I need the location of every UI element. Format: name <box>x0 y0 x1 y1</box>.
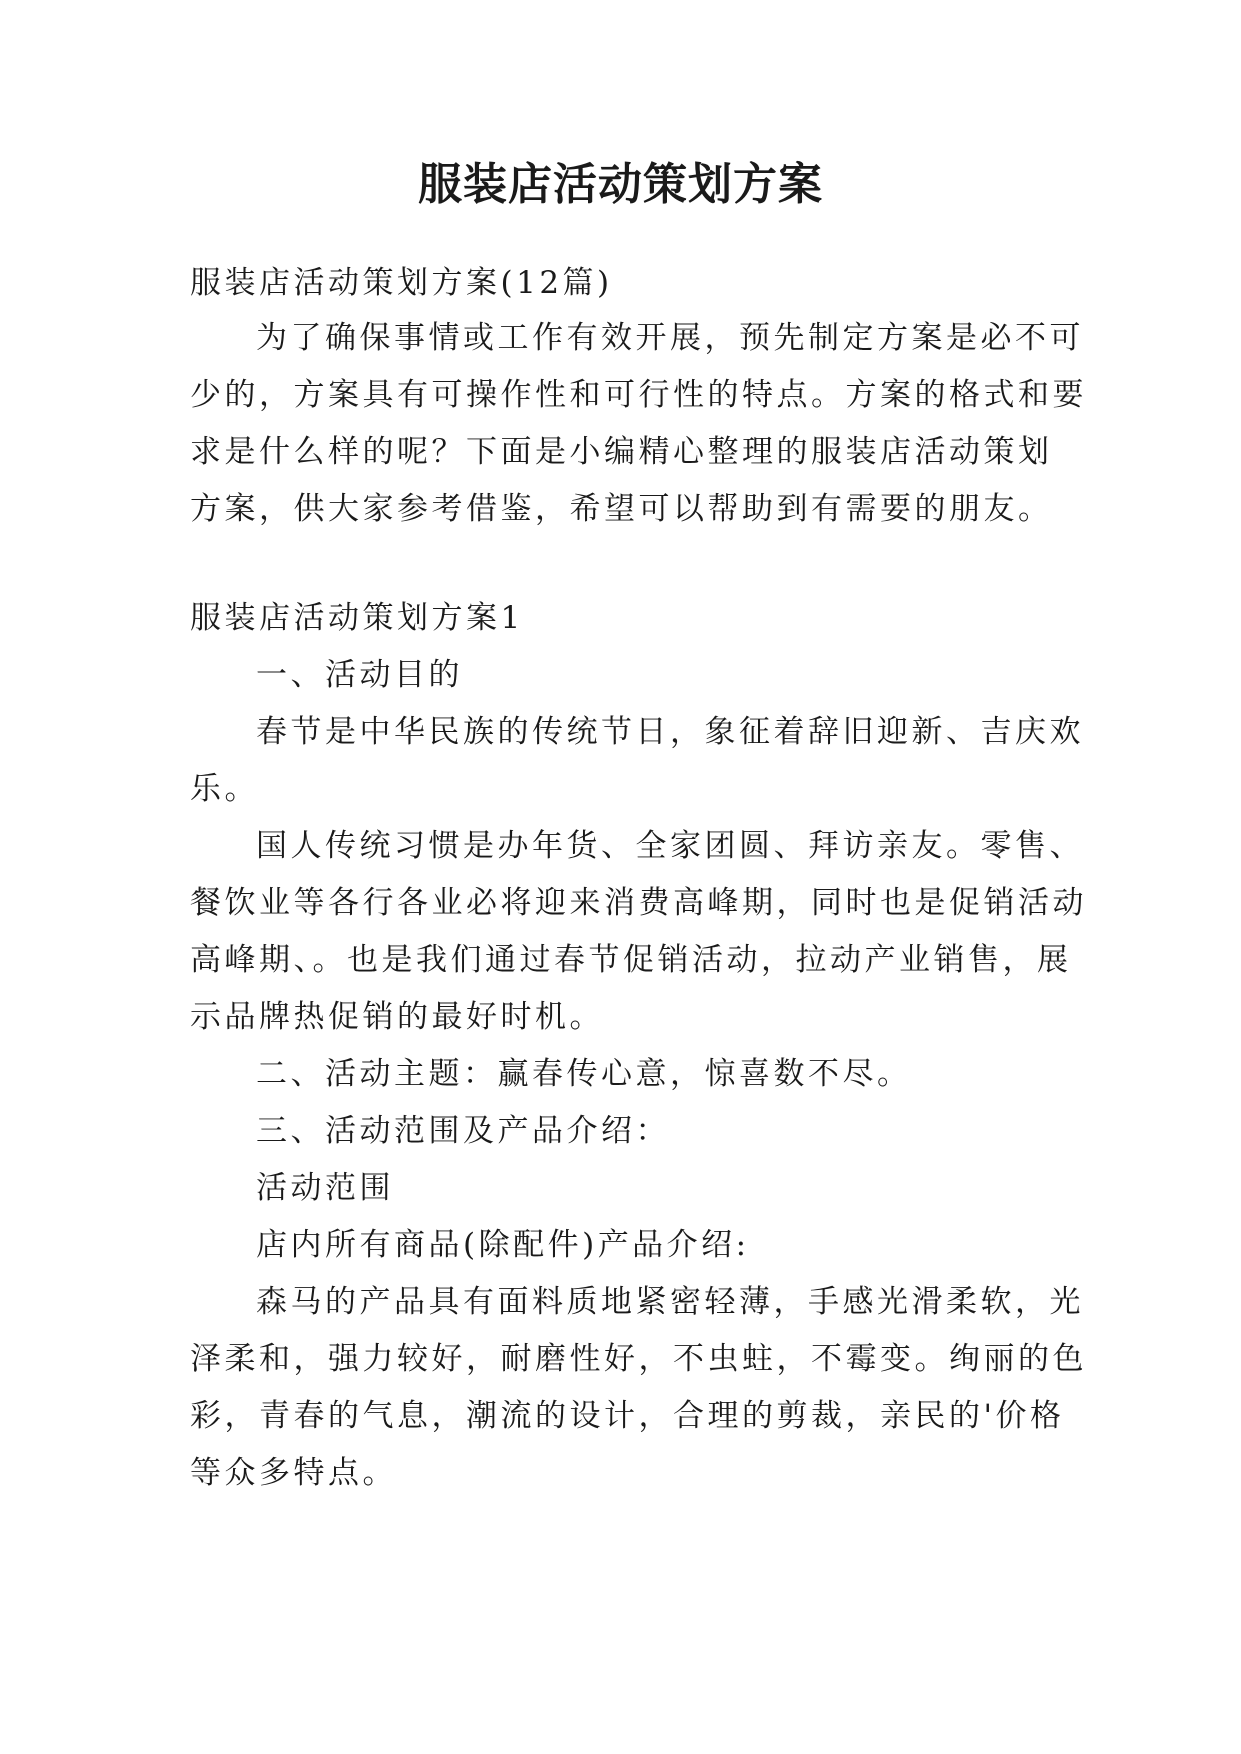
doc-subtitle: 服装店活动策划方案(12篇) <box>190 265 613 301</box>
paragraph-line: 高峰期、。也是我们通过春节促销活动，拉动产业销售，展 <box>190 942 1072 978</box>
paragraph-line: 乐。 <box>190 771 259 807</box>
subsection-heading: 二、活动主题：赢春传心意，惊喜数不尽。 <box>256 1056 912 1092</box>
paragraph-line: 餐饮业等各行各业必将迎来消费高峰期，同时也是促销活动 <box>190 885 1087 921</box>
paragraph-line: 国人传统习惯是办年货、全家团圆、拜访亲友。零售、 <box>256 828 1084 864</box>
document-title: 服装店活动策划方案 <box>418 159 823 210</box>
paragraph-line: 方案，供大家参考借鉴，希望可以帮助到有需要的朋友。 <box>190 491 1053 527</box>
paragraph-line: 为了确保事情或工作有效开展，预先制定方案是必不可 <box>256 320 1084 356</box>
section-heading: 服装店活动策划方案1 <box>190 600 524 636</box>
paragraph-line: 活动范围 <box>256 1170 394 1206</box>
paragraph-line: 春节是中华民族的传统节日，象征着辞旧迎新、吉庆欢 <box>256 714 1084 750</box>
paragraph-line: 泽柔和，强力较好，耐磨性好，不虫蛀，不霉变。绚丽的色 <box>190 1341 1087 1377</box>
paragraph-line: 求是什么样的呢？下面是小编精心整理的服装店活动策划 <box>190 434 1053 470</box>
paragraph-line: 店内所有商品(除配件)产品介绍: <box>256 1227 750 1263</box>
subsection-heading: 三、活动范围及产品介绍： <box>256 1113 670 1149</box>
paragraph-line: 等众多特点。 <box>190 1455 397 1491</box>
paragraph-line: 示品牌热促销的最好时机。 <box>190 999 604 1035</box>
paragraph-line: 森马的产品具有面料质地紧密轻薄，手感光滑柔软，光 <box>256 1284 1084 1320</box>
subsection-heading: 一、活动目的 <box>256 657 463 693</box>
paragraph-line: 彩，青春的气息，潮流的设计，合理的剪裁，亲民的'价格 <box>190 1398 1065 1434</box>
paragraph-line: 少的，方案具有可操作性和可行性的特点。方案的格式和要 <box>190 377 1087 413</box>
